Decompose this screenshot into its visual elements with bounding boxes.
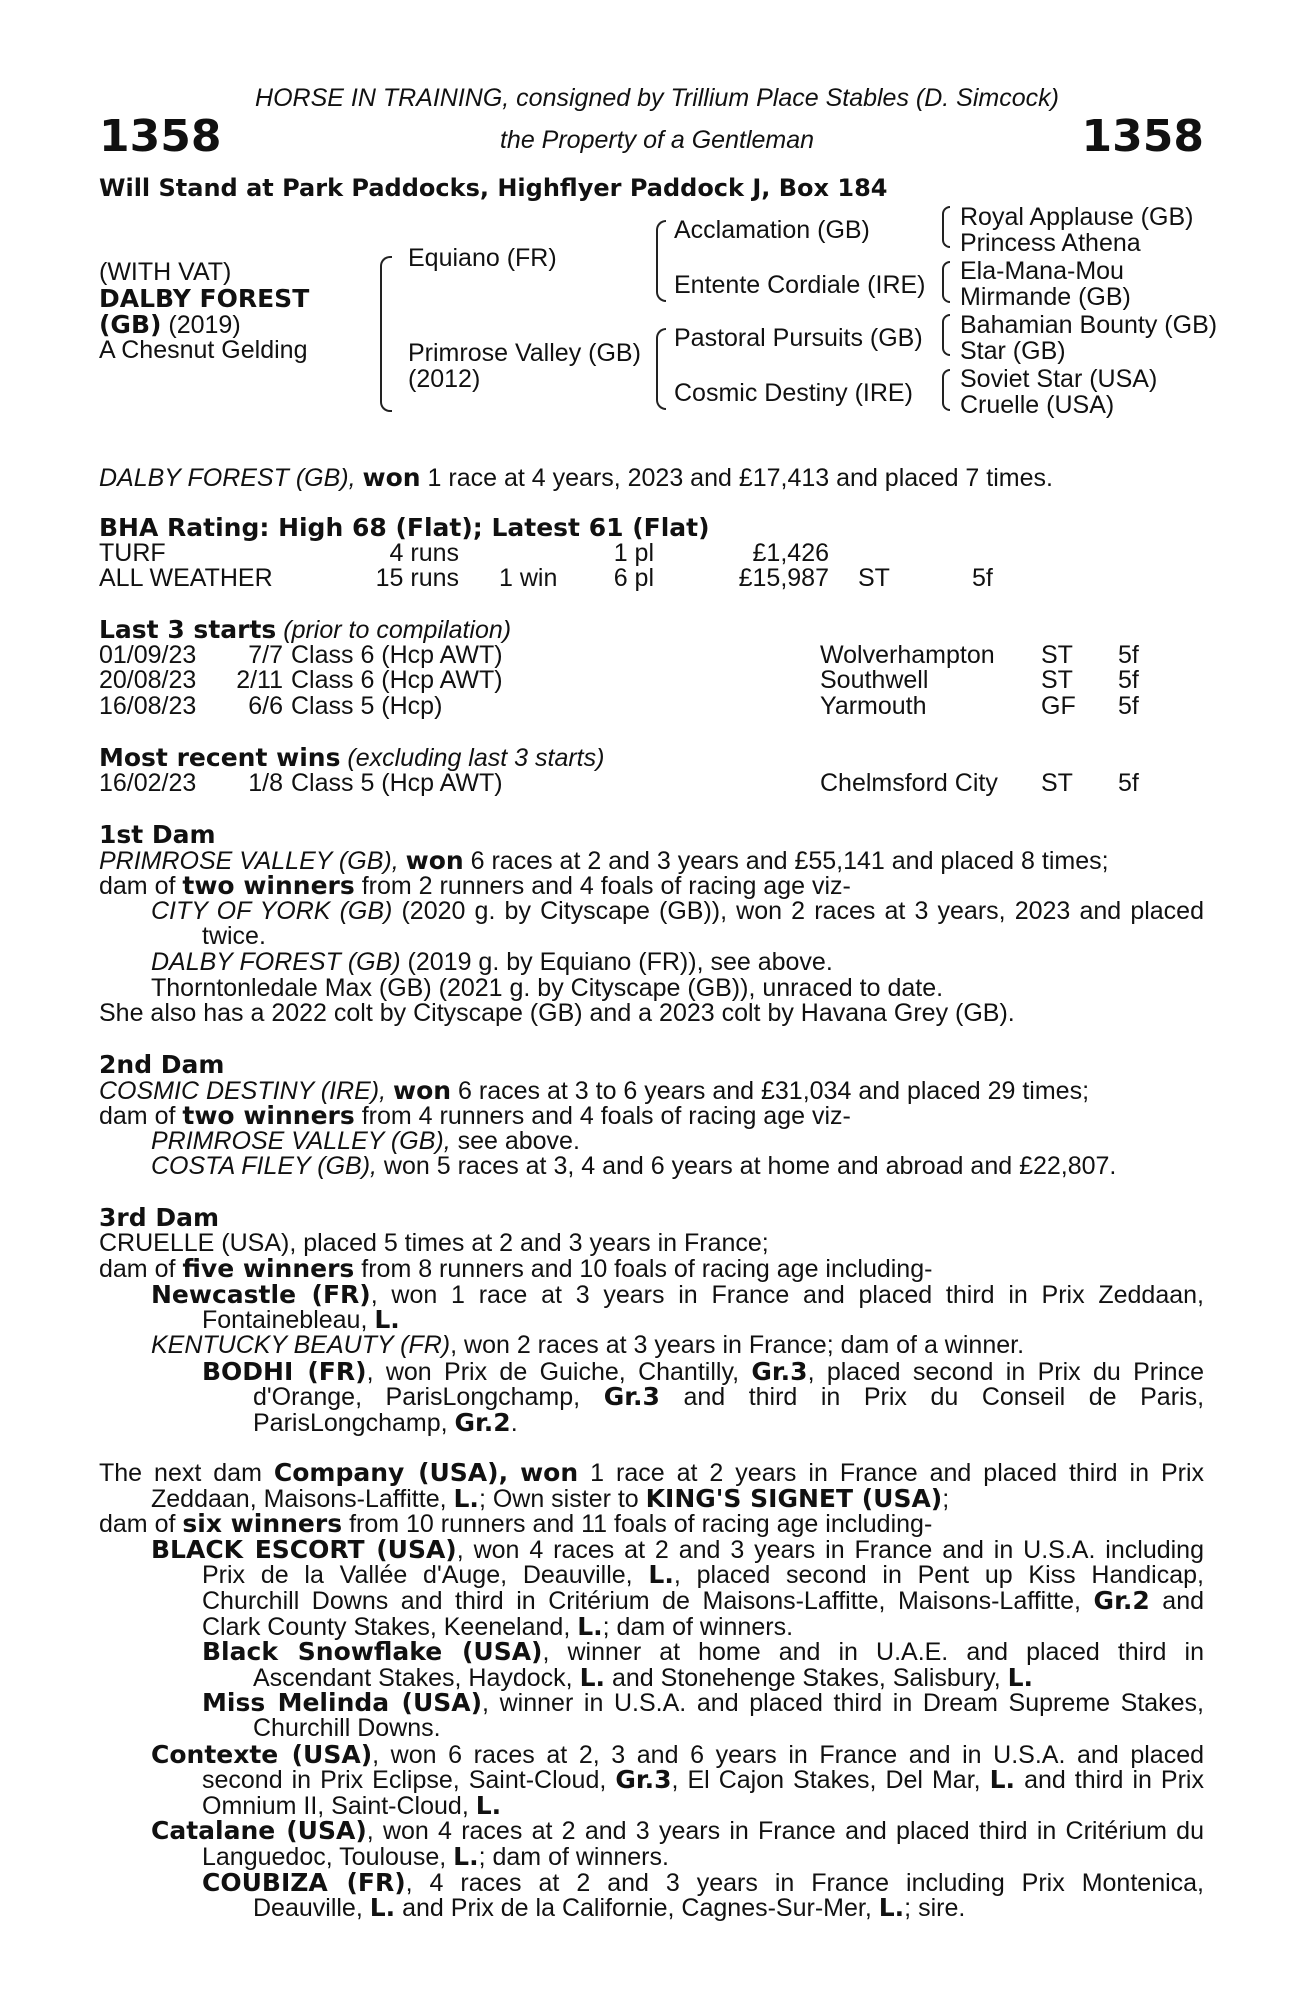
race-venue: Ascendant Stakes, Haydock, bbox=[253, 1663, 573, 1692]
race-venue: Fontainebleau, bbox=[202, 1306, 368, 1335]
rating-section bbox=[99, 515, 1204, 592]
third-dam-heading: 3rd Dam bbox=[99, 1203, 219, 1232]
produce-continuation bbox=[99, 1767, 1204, 1793]
produce-name: BODHI (FR) bbox=[202, 1356, 367, 1386]
produce-entry bbox=[99, 1639, 1204, 1665]
produce-record: won 5 races at 3, 4 and 6 years at home and abroad and £22,807. bbox=[383, 1152, 1117, 1181]
listed-label: L. bbox=[878, 1893, 905, 1923]
lot-number-right: 1358 bbox=[1081, 111, 1204, 162]
listed-label: L. bbox=[648, 1560, 674, 1590]
recent-wins-section bbox=[99, 745, 1204, 796]
pedigree-ggs-8: Cruelle (USA) bbox=[960, 391, 1115, 419]
produce-continuation bbox=[99, 1662, 1204, 1692]
produce-entry bbox=[99, 1867, 1204, 1897]
next-dam-record: 1 race at 2 years in France and placed third in Prix bbox=[590, 1459, 1205, 1487]
next-dam-line-2 bbox=[99, 1483, 1204, 1513]
race-venue: ParisLongchamp, bbox=[253, 1408, 448, 1437]
produce-record: (2019 g. by Equiano (FR)), see above. bbox=[407, 947, 833, 976]
produce-name: Miss Melinda (USA) bbox=[202, 1688, 483, 1718]
listed-label: L. bbox=[579, 1662, 606, 1692]
won-label: won bbox=[520, 1458, 579, 1487]
produce-record: , won 1 race at 3 years in France and placed third in Prix Zeddaan, bbox=[370, 1280, 1204, 1309]
rating-placed: 6 pl bbox=[613, 564, 654, 593]
win-course: Chelmsford City bbox=[820, 768, 998, 797]
first-dam-record: 6 races at 2 and 3 years and £55,141 and placed 8 times; bbox=[470, 846, 1109, 875]
rating-runs: 4 runs bbox=[389, 538, 459, 567]
pedigree-brace bbox=[380, 256, 392, 412]
rating-runs: 15 runs bbox=[375, 564, 459, 593]
winners-count: five winners bbox=[182, 1254, 355, 1284]
produce-record: , won 6 races at 2, 3 and 6 years in France and in U.S.A. and placed bbox=[372, 1740, 1204, 1769]
start-race: Class 6 (Hcp AWT) bbox=[291, 640, 503, 669]
produce-prefix: dam of bbox=[99, 1510, 176, 1539]
first-dam-line bbox=[99, 845, 1204, 875]
race-venue: Churchill Downs and third in Critérium de Maisons-Laffitte, Maisons-Laffitte, bbox=[202, 1586, 1081, 1615]
listed-label: L. bbox=[475, 1790, 502, 1820]
summary-rest: 1 race at 4 years, 2023 and £17,413 and placed 7 times. bbox=[427, 464, 1053, 492]
pedigree-gs-4: Cosmic Destiny (IRE) bbox=[674, 379, 913, 407]
start-race: Class 5 (Hcp) bbox=[291, 691, 443, 720]
third-dam-section bbox=[99, 1205, 1204, 1435]
stand-line: Will Stand at Park Paddocks, Highflyer Paddock J, Box 184 bbox=[99, 174, 888, 202]
start-date: 20/08/23 bbox=[99, 666, 197, 695]
produce-entry: Thorntonledale Max (GB) (2021 g. by Cityscape (GB)), unraced to date. bbox=[151, 973, 944, 1002]
last3-heading: Last 3 starts bbox=[99, 615, 277, 644]
pedigree-gs-2: Entente Cordiale (IRE) bbox=[674, 271, 926, 299]
ggs-brace-2 bbox=[942, 261, 950, 303]
start-pos: 6/6 bbox=[248, 691, 283, 720]
produce-name: Catalane (USA) bbox=[151, 1816, 367, 1846]
produce-name: Black Snowflake (USA) bbox=[202, 1637, 543, 1667]
second-dam-section bbox=[99, 1052, 1204, 1180]
produce-name: COUBIZA (FR) bbox=[202, 1867, 406, 1897]
pedigree-dam: Primrose Valley (GB) bbox=[408, 339, 641, 367]
punctuation: . bbox=[510, 1408, 518, 1437]
rating-row bbox=[99, 566, 1204, 592]
start-course: Wolverhampton bbox=[820, 640, 995, 669]
next-dam-name: Company (USA), bbox=[273, 1458, 509, 1487]
last3-section bbox=[99, 617, 1204, 719]
first-dam-section bbox=[99, 822, 1204, 1027]
rating-placed: 1 pl bbox=[613, 538, 654, 567]
produce-name: Contexte (USA) bbox=[151, 1739, 373, 1769]
produce-continuation: twice. bbox=[202, 922, 266, 951]
rating-prize: £15,987 bbox=[738, 564, 829, 593]
first-dam-name: PRIMROSE VALLEY (GB), bbox=[99, 846, 399, 875]
start-date: 16/08/23 bbox=[99, 691, 197, 720]
produce-note: ; dam of winners. bbox=[478, 1842, 669, 1871]
win-dist: 5f bbox=[1118, 768, 1139, 797]
property-line: the Property of a Gentleman bbox=[499, 126, 815, 154]
race-venue: second in Prix Eclipse, Saint-Cloud, bbox=[202, 1766, 607, 1795]
produce-continuation bbox=[99, 1790, 1204, 1820]
rating-wins: 1 win bbox=[499, 564, 558, 593]
rating-going: ST bbox=[858, 564, 890, 593]
horse-name: DALBY FOREST bbox=[99, 284, 310, 313]
group-label: Gr.3 bbox=[751, 1356, 808, 1386]
recent-wins-heading: Most recent wins bbox=[99, 743, 341, 772]
produce-continuation bbox=[99, 1841, 1204, 1871]
ggs-brace-3 bbox=[942, 314, 950, 356]
start-race: Class 6 (Hcp AWT) bbox=[291, 666, 503, 695]
produce-note: ; dam of winners. bbox=[602, 1612, 794, 1641]
next-dam-prefix: The next dam bbox=[99, 1459, 262, 1487]
start-course: Yarmouth bbox=[820, 691, 927, 720]
race-venue: Clark County Stakes, Keeneland, bbox=[202, 1612, 571, 1641]
sister-prefix: ; Own sister to bbox=[478, 1484, 639, 1513]
race-venue: , El Cajon Stakes, Del Mar, bbox=[671, 1766, 981, 1795]
vat-label: (WITH VAT) bbox=[99, 258, 232, 286]
start-row bbox=[99, 640, 1204, 669]
produce-prefix: dam of bbox=[99, 1255, 176, 1284]
produce-suffix: from 8 runners and 10 foals of racing age including- bbox=[361, 1255, 933, 1284]
lot-number-left: 1358 bbox=[99, 111, 222, 162]
group-label: Gr.2 bbox=[1093, 1585, 1150, 1615]
first-dam-produce-line bbox=[99, 873, 1204, 899]
produce-record: , won 4 races at 2 and 3 years in France and placed third in Critérium du bbox=[366, 1817, 1204, 1846]
win-row bbox=[99, 768, 1204, 797]
listed-label: L. bbox=[369, 1893, 396, 1923]
summary-name: DALBY FOREST (GB), bbox=[99, 464, 356, 492]
pedigree-ggs-7: Soviet Star (USA) bbox=[960, 365, 1158, 393]
produce-suffix: from 4 runners and 4 foals of racing age viz- bbox=[361, 1102, 851, 1131]
produce-continuation bbox=[99, 1611, 1204, 1641]
start-dist: 5f bbox=[1118, 666, 1139, 695]
start-going: ST bbox=[1041, 666, 1073, 695]
produce-prefix: dam of bbox=[99, 1102, 176, 1131]
produce-record: , won Prix de Guiche, Chantilly, bbox=[366, 1357, 740, 1386]
third-dam-produce-line bbox=[99, 1256, 1204, 1282]
produce-name: DALBY FOREST (GB) bbox=[151, 947, 401, 976]
produce-continuation bbox=[99, 1384, 1204, 1410]
race-venue: and third in Prix bbox=[1024, 1766, 1204, 1795]
produce-entry bbox=[99, 1356, 1204, 1386]
rating-prize: £1,426 bbox=[752, 538, 829, 567]
produce-name: KENTUCKY BEAUTY (FR) bbox=[151, 1330, 451, 1359]
summary-line bbox=[99, 465, 1053, 492]
race-venue: and third in Prix du Conseil de Paris, bbox=[683, 1383, 1205, 1412]
produce-entry bbox=[99, 1154, 1204, 1180]
sire-brace bbox=[656, 220, 666, 302]
produce-entry bbox=[99, 947, 1204, 976]
produce-suffix: from 10 runners and 11 foals of racing age including- bbox=[349, 1510, 933, 1539]
start-pos: 2/11 bbox=[236, 666, 283, 695]
race-venue: Prix de la Vallée d'Auge, Deauville, bbox=[202, 1561, 633, 1590]
pedigree-ggs-6: Star (GB) bbox=[960, 337, 1066, 365]
last3-note: (prior to compilation) bbox=[283, 616, 512, 644]
punctuation: ; bbox=[942, 1484, 950, 1513]
pedigree-ggs-4: Mirmande (GB) bbox=[960, 283, 1131, 311]
pedigree-ggs-5: Bahamian Bounty (GB) bbox=[960, 311, 1218, 339]
produce-record: , 4 races at 2 and 3 years in France including Prix Montenica, bbox=[405, 1868, 1204, 1897]
last3-heading-line bbox=[99, 617, 1204, 643]
win-date: 16/02/23 bbox=[99, 768, 197, 797]
produce-record: , winner in U.S.A. and placed third in Dream Supreme Stakes, bbox=[482, 1689, 1205, 1718]
produce-prefix: dam of bbox=[99, 872, 176, 901]
win-pos: 1/8 bbox=[248, 768, 283, 797]
third-dam-line: CRUELLE (USA), placed 5 times at 2 and 3 years in France; bbox=[99, 1228, 769, 1257]
also-has-line: She also has a 2022 colt by Cityscape (GB) and a 2023 colt by Havana Grey (GB). bbox=[99, 999, 1015, 1028]
start-dist: 5f bbox=[1118, 691, 1139, 720]
start-row bbox=[99, 668, 1204, 694]
won-label: won bbox=[405, 845, 464, 875]
produce-record: , won 4 races at 2 and 3 years in France and in U.S.A. including bbox=[456, 1535, 1204, 1564]
race-venue: , placed second in Pent up Kiss Handicap, bbox=[673, 1561, 1204, 1590]
listed-label: L. bbox=[989, 1765, 1016, 1795]
produce-name: Newcastle (FR) bbox=[151, 1279, 371, 1309]
second-dam-produce-line bbox=[99, 1103, 1204, 1129]
produce-name: COSTA FILEY (GB), bbox=[151, 1152, 377, 1181]
race-venue: d'Orange, ParisLongchamp, bbox=[253, 1383, 581, 1412]
horse-year: (2019) bbox=[168, 311, 241, 339]
winners-count: two winners bbox=[182, 1101, 355, 1131]
listed-label: L. bbox=[374, 1305, 400, 1335]
listed-label: L. bbox=[453, 1483, 479, 1513]
produce-suffix: from 2 runners and 4 foals of racing age viz- bbox=[361, 872, 851, 901]
conjunction: and bbox=[1162, 1586, 1205, 1615]
pedigree-ggs-2: Princess Athena bbox=[960, 229, 1141, 257]
pedigree-ggs-1: Royal Applause (GB) bbox=[960, 203, 1194, 231]
produce-continuation bbox=[99, 1585, 1205, 1615]
produce-continuation bbox=[99, 1407, 1204, 1437]
race-venue: and Stonehenge Stakes, Salisbury, bbox=[611, 1663, 1001, 1692]
listed-label: L. bbox=[453, 1841, 479, 1871]
rating-heading: BHA Rating: High 68 (Flat); Latest 61 (Flat) bbox=[99, 513, 710, 542]
dam-brace bbox=[656, 328, 666, 410]
winners-count: two winners bbox=[182, 871, 355, 901]
summary-won: won bbox=[362, 463, 421, 492]
second-dam-name: COSMIC DESTINY (IRE), bbox=[99, 1076, 387, 1105]
rating-dist: 5f bbox=[972, 564, 993, 593]
recent-wins-note: (excluding last 3 starts) bbox=[347, 744, 605, 772]
start-dist: 5f bbox=[1118, 640, 1139, 669]
produce-entry bbox=[99, 1279, 1204, 1309]
start-pos: 7/7 bbox=[248, 640, 283, 669]
produce-record: (2020 g. by Cityscape (GB)), won 2 races at 3 years, 2023 and placed bbox=[401, 896, 1204, 925]
horse-suffix-year bbox=[99, 312, 241, 339]
consignor-line: HORSE IN TRAINING, consigned by Trillium Place Stables (D. Simcock) bbox=[255, 84, 1059, 112]
pedigree-gs-1: Acclamation (GB) bbox=[674, 216, 870, 244]
start-going: GF bbox=[1041, 691, 1076, 720]
race-venue: Languedoc, Toulouse, bbox=[202, 1842, 447, 1871]
race-venue: and Prix de la Californie, Cagnes-Sur-Mer, bbox=[402, 1894, 872, 1923]
produce-name: BLACK ESCORT (USA) bbox=[151, 1534, 457, 1564]
produce-record: see above. bbox=[457, 1126, 580, 1155]
produce-entry bbox=[99, 896, 1204, 925]
horse-suffix: (GB) bbox=[99, 310, 162, 339]
win-going: ST bbox=[1041, 768, 1073, 797]
win-race: Class 5 (Hcp AWT) bbox=[291, 768, 503, 797]
race-venue: Zeddaan, Maisons-Laffitte, bbox=[151, 1484, 447, 1513]
produce-entry bbox=[99, 1690, 1204, 1716]
race-venue: Omnium II, Saint-Cloud, bbox=[202, 1791, 469, 1820]
group-label: Gr.2 bbox=[454, 1407, 511, 1437]
start-date: 01/09/23 bbox=[99, 640, 197, 669]
produce-continuation bbox=[99, 1307, 1204, 1333]
group-label: Gr.3 bbox=[603, 1382, 660, 1412]
listed-label: L. bbox=[577, 1611, 603, 1641]
horse-description: A Chesnut Gelding bbox=[99, 336, 308, 364]
rating-surface: ALL WEATHER bbox=[99, 564, 273, 593]
recent-wins-heading-line bbox=[99, 745, 1204, 771]
sister-name: KING'S SIGNET (USA) bbox=[645, 1483, 943, 1513]
won-label: won bbox=[393, 1075, 452, 1105]
produce-name: PRIMROSE VALLEY (GB), bbox=[151, 1126, 451, 1155]
listed-label: L. bbox=[1007, 1662, 1034, 1692]
produce-record: , placed second in Prix du Prince bbox=[807, 1357, 1204, 1386]
rating-surface: TURF bbox=[99, 538, 166, 567]
produce-entry bbox=[99, 1126, 1204, 1155]
produce-entry bbox=[99, 1818, 1204, 1844]
start-row bbox=[99, 691, 1204, 720]
pedigree-dam-year: (2012) bbox=[408, 365, 481, 393]
produce-continuation bbox=[99, 1562, 1204, 1588]
pedigree-ggs-3: Ela-Mana-Mou bbox=[960, 257, 1124, 285]
second-dam-heading: 2nd Dam bbox=[99, 1050, 225, 1079]
second-dam-record: 6 races at 3 to 6 years and £31,034 and placed 29 times; bbox=[458, 1076, 1090, 1105]
rating-row bbox=[99, 538, 1204, 567]
first-dam-heading: 1st Dam bbox=[99, 820, 216, 849]
second-dam-line bbox=[99, 1075, 1204, 1105]
pedigree-sire: Equiano (FR) bbox=[408, 244, 557, 272]
produce-entry bbox=[99, 1534, 1204, 1564]
race-venue: Deauville, bbox=[253, 1894, 363, 1923]
produce-entry bbox=[99, 1739, 1204, 1769]
group-label: Gr.3 bbox=[615, 1765, 672, 1795]
start-course: Southwell bbox=[820, 666, 929, 695]
produce-entry bbox=[99, 1330, 1204, 1359]
produce-note: ; sire. bbox=[904, 1894, 966, 1923]
winners-count: six winners bbox=[182, 1509, 343, 1539]
produce-continuation: Churchill Downs. bbox=[253, 1713, 441, 1742]
ggs-brace-4 bbox=[942, 369, 950, 411]
start-going: ST bbox=[1041, 640, 1073, 669]
produce-record: , winner at home and in U.A.E. and placed third in bbox=[542, 1638, 1204, 1667]
pedigree-gs-3: Pastoral Pursuits (GB) bbox=[674, 324, 923, 352]
next-dam-section bbox=[99, 1460, 1204, 1921]
produce-continuation bbox=[99, 1895, 1204, 1921]
produce-name: CITY OF YORK (GB) bbox=[151, 896, 393, 925]
next-dam-line bbox=[99, 1460, 1204, 1486]
produce-record: , won 2 races at 3 years in France; dam of a winner. bbox=[450, 1330, 1025, 1359]
next-dam-produce-line bbox=[99, 1511, 1204, 1537]
ggs-brace-1 bbox=[942, 206, 950, 248]
